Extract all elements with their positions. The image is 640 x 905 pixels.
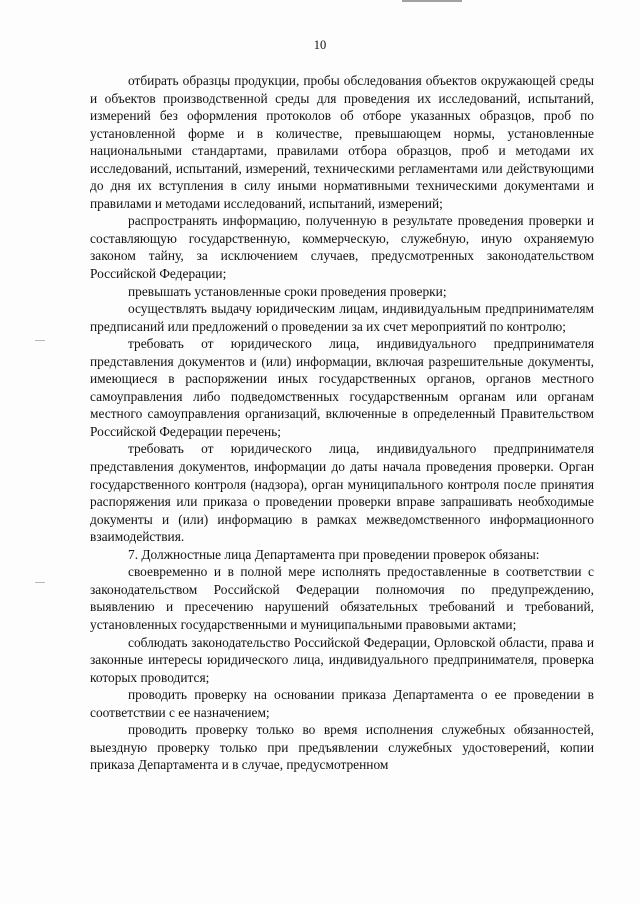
paragraph-observe-law: соблюдать законодательство Российской Федерации, Орловской области, права и законные интересы юридического лица, индивидуального предпринимателя, проверка которых проводится; [90, 634, 594, 685]
paragraph-sample-collection: отбирать образцы продукции, пробы обследования объектов окружающей среды и объектов производственной среды для проведения их исследований, испытаний, измерений без оформления протоколов об отборе указанных образцов, проб по установленной форме и в количестве, превышающем нормы, установленные национальными стандартами, правилами отбора образцов, проб и методами их исследований, испытаний, измерений, техническими регламентами или действующими до дня их вступления в силу иными нормативными техническими документами и правилами и методами исследований, испытаний, измерений; [90, 73, 594, 211]
paragraph-exceed-deadlines: превышать установленные сроки проведения проверки; [128, 283, 447, 299]
paragraph-request-documents: требовать от юридического лица, индивидуального предпринимателя представления документов и (или) информации, включая разрешительные документы, имеющиеся в распоряжении иных государственных органов, органов местного самоуправления либо подведомственных государственным органам или органам местного самоуправления организаций, включенные в определенный Правительством Российской Федерации перечень; [90, 336, 594, 439]
document-body [90, 72, 594, 774]
margin-mark [35, 340, 45, 341]
top-rule [402, 0, 462, 2]
paragraph-order-basis: проводить проверку на основании приказа Департамента о ее проведении в соответствии с ее назначением; [90, 687, 594, 720]
paragraph-issue-orders: осуществлять выдачу юридическим лицам, индивидуальным предпринимателям предписаний или предложений о проведении за их счет мероприятий по контролю; [90, 301, 594, 334]
paragraph-disclose-info: распространять информацию, полученную в результате проведения проверки и составляющую государственную, коммерческую, служебную, иную охраняемую законом тайну, за исключением случаев, предусмотренных законодательством Российской Федерации; [90, 213, 594, 282]
paragraph-duty-hours: проводить проверку только во время исполнения служебных обязанностей, выездную проверку только при предъявлении служебных удостоверений, копии приказа Департамента и в случае, предусмотренном [90, 722, 594, 773]
paragraph-exercise-powers: своевременно и в полной мере исполнять предоставленные в соответствии с законодательством Российской Федерации полномочия по предупреждению, выявлению и пресечению нарушений обязательных требований и требований, установленных государственными и муниципальными правовыми актами; [90, 564, 594, 632]
page-number: 10 [313, 38, 327, 52]
paragraph-section-7-heading: 7. Должностные лица Департамента при проведении проверок обязаны: [128, 546, 540, 562]
paragraph-request-before-start: требовать от юридического лица, индивидуального предпринимателя представления документов, информации до даты начала проведения проверки. Орган государственного контроля (надзора), орган муниципального контроля после принятия распоряжения или приказа о проведении проверки вправе запрашивать необходимые документы и (или) информацию в рамках межведомственного информационного взаимодействия. [90, 441, 594, 545]
margin-mark [35, 582, 45, 583]
